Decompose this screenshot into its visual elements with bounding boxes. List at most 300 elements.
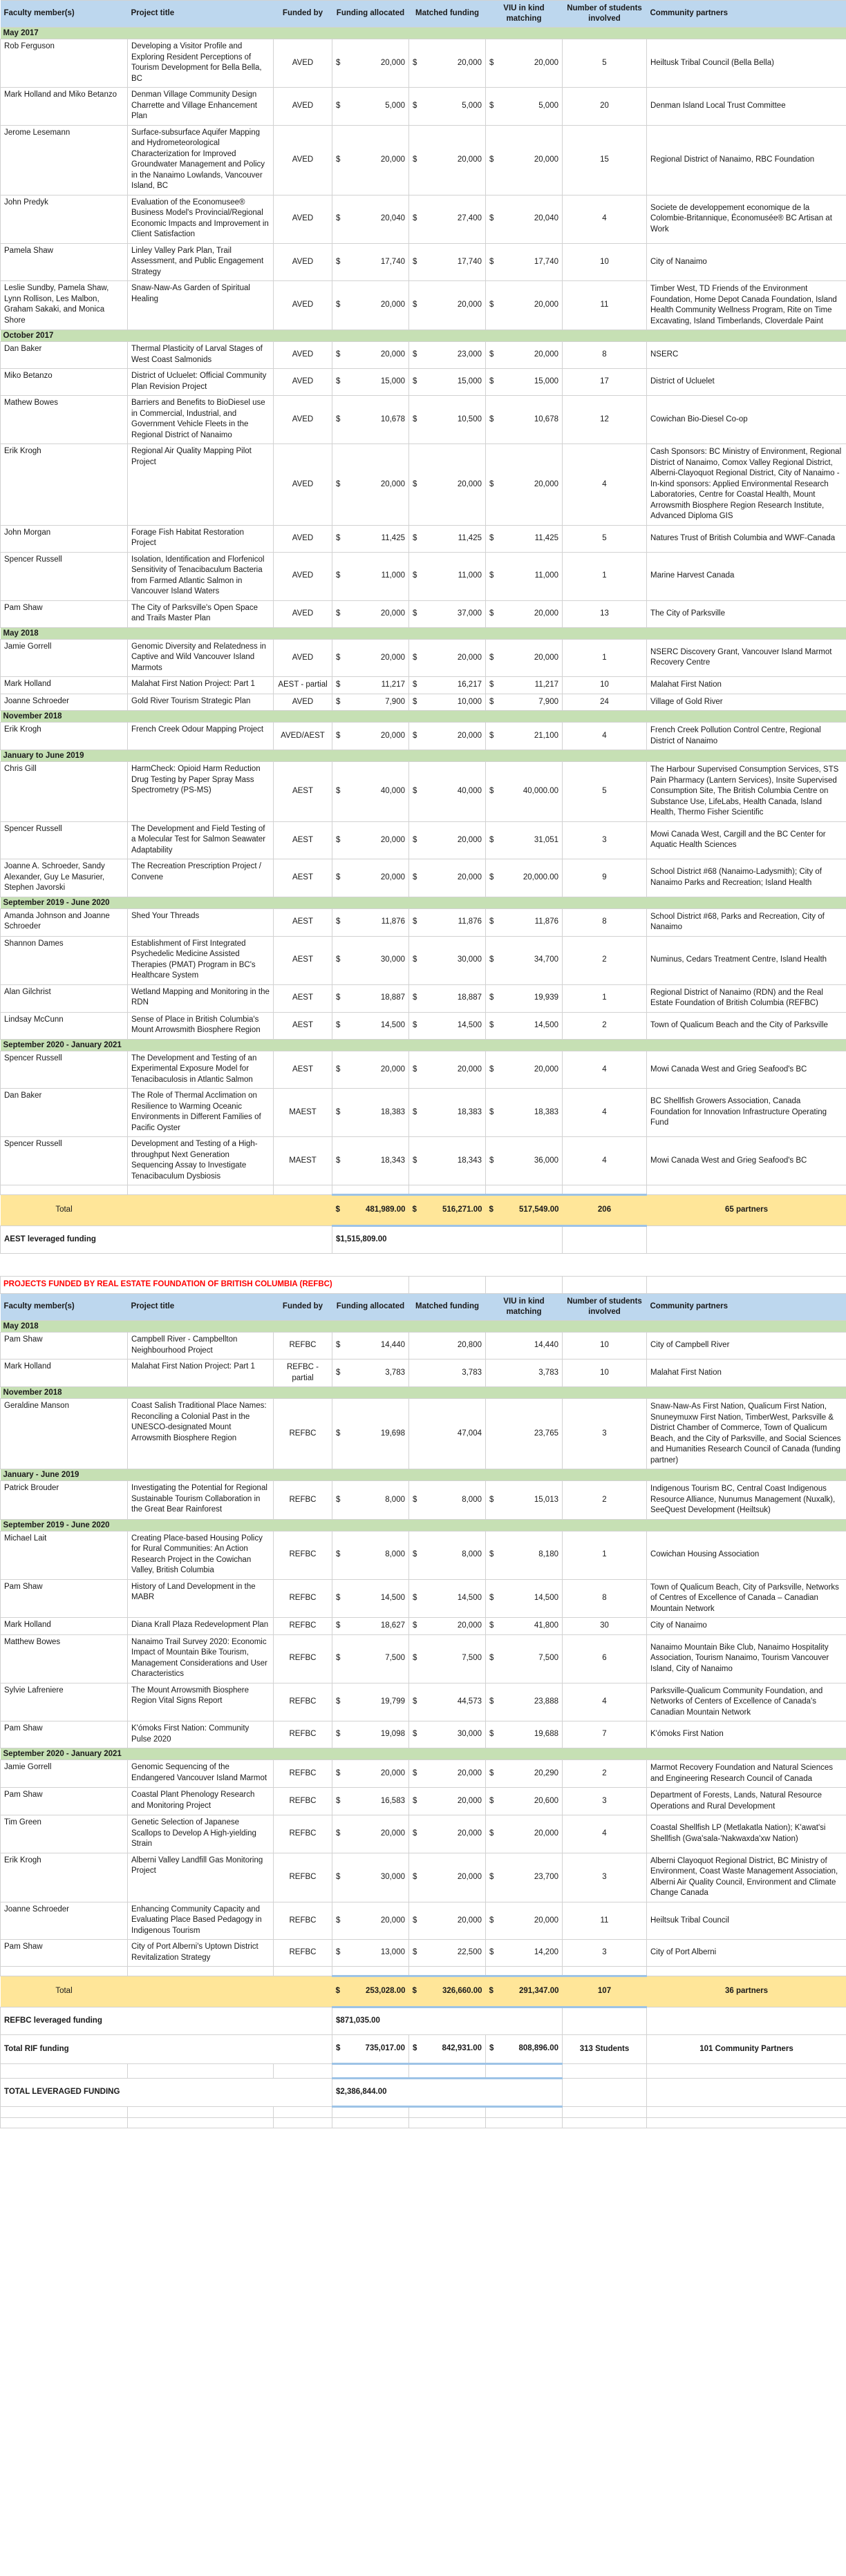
cell-students: 5 [563, 762, 647, 822]
cell-matched-funding [409, 1683, 486, 1721]
date-group-label: January - June 2019 [1, 1469, 846, 1481]
cell-matched-funding-value: 20,000 [457, 1872, 482, 1881]
cell-faculty: Pam Shaw [1, 1333, 128, 1359]
cell-project-title: French Creek Odour Mapping Project [128, 723, 274, 750]
date-group-row [1, 1387, 846, 1399]
trailing-empty-row-cell [486, 2118, 563, 2128]
cell-funding-allocated [332, 1137, 409, 1185]
dollar-sign: $ [336, 955, 341, 964]
cell-funding-allocated [332, 600, 409, 627]
cell-faculty: Amanda Johnson and Joanne Schroeder [1, 908, 128, 936]
total-funding-allocated-value: 253,028.00 [365, 1987, 406, 1996]
cell-viu-in-kind-value: 10,678 [534, 414, 558, 423]
cell-community-partners: Parksville-Qualicum Community Foundation, and Networks of Centers of Excellence of Canada's Canadian Mountain Network [647, 1683, 846, 1721]
cell-funding-allocated [332, 821, 409, 859]
project-row [1, 1760, 846, 1788]
cell-viu-in-kind-value: 20,000 [534, 300, 558, 309]
cell-funding-allocated [332, 694, 409, 711]
project-row [1, 1853, 846, 1902]
project-row [1, 342, 846, 369]
cell-community-partners: Mowi Canada West and Grieg Seafood's BC [647, 1051, 846, 1089]
cell-project-title: Coast Salish Traditional Place Names: Reconciling a Colonial Past in the UNESCO-designated Mount Arrowsmith Biosphere Region [128, 1399, 274, 1469]
cell-faculty: Tim Green [1, 1815, 128, 1853]
cell-viu-in-kind-value: 11,000 [534, 571, 558, 580]
cell-funding-allocated [332, 1760, 409, 1788]
cell-funding-allocated-value: 11,425 [381, 533, 405, 542]
cell-funding-allocated [332, 639, 409, 677]
cell-faculty: Pam Shaw [1, 1721, 128, 1748]
dollar-sign: $ [413, 835, 417, 844]
cell-matched-funding-value: 11,000 [458, 571, 482, 580]
cell-matched-funding [409, 39, 486, 88]
cell-funded-by: AVED [274, 195, 332, 243]
cell-matched-funding [409, 936, 486, 984]
cell-funding-allocated-value: 20,000 [380, 155, 405, 164]
total-leveraged-empty [647, 2079, 846, 2107]
project-row [1, 1618, 846, 1635]
cell-project-title: Campbell River - Campbellton Neighbourhood Project [128, 1333, 274, 1359]
dollar-sign: $ [413, 1796, 417, 1805]
cell-faculty: Geraldine Manson [1, 1399, 128, 1469]
cell-faculty: Mark Holland and Miko Betanzo [1, 88, 128, 126]
dollar-sign: $ [336, 2044, 341, 2053]
cell-students: 1 [563, 984, 647, 1012]
cell-viu-in-kind [486, 1634, 563, 1683]
dollar-sign: $ [336, 58, 341, 67]
refbc-leveraged-funding-row-value: $871,035.00 [332, 2007, 563, 2035]
cell-matched-funding [409, 984, 486, 1012]
cell-faculty: Mark Holland [1, 1359, 128, 1387]
cell-project-title: Barriers and Benefits to BioDiesel use in Commercial, Industrial, and Government Vehicle Fleets in the Regional District of Nanaimo [128, 396, 274, 444]
cell-matched-funding [409, 1137, 486, 1185]
cell-project-title: Isolation, Identification and Florfenicol Sensitivity of Tenacibaculum Bacteria from Farmed Atlantic Salmon in Vancouver Island Waters [128, 552, 274, 600]
cell-project-title: City of Port Alberni's Uptown District Revitalization Strategy [128, 1940, 274, 1967]
project-row [1, 88, 846, 126]
cell-students: 9 [563, 859, 647, 897]
total-leveraged-label: TOTAL LEVERAGED FUNDING [1, 2079, 332, 2107]
cell-students: 10 [563, 243, 647, 281]
refbc-section-title-row [1, 1277, 846, 1294]
sectitle-empty [486, 1277, 563, 1294]
cell-community-partners: Alberni Clayoquot Regional District, BC Ministry of Environment, Coast Waste Management Association, Alberni Air Quality Council, Environment and Climate Change Canada [647, 1853, 846, 1902]
cell-funding-allocated-value: 20,000 [380, 1916, 405, 1925]
cell-funding-allocated-value: 15,000 [380, 377, 405, 386]
cell-funded-by: AVED [274, 552, 332, 600]
cell-faculty: Mark Holland [1, 1618, 128, 1635]
cell-viu-in-kind [486, 281, 563, 330]
cell-viu-in-kind [486, 1012, 563, 1039]
dollar-sign: $ [413, 533, 417, 542]
trailing-empty-row-cell [128, 2118, 274, 2128]
cell-students: 4 [563, 444, 647, 526]
total-viu-in-kind-value: 517,549.00 [518, 1205, 559, 1214]
aest-leveraged-funding-row-empty [563, 1226, 647, 1254]
dollar-sign: $ [336, 414, 341, 423]
cell-matched-funding [409, 1634, 486, 1683]
cell-matched-funding-value: 20,000 [457, 873, 482, 881]
project-row [1, 1579, 846, 1618]
cell-matched-funding [409, 525, 486, 552]
cell-matched-funding [409, 1012, 486, 1039]
dollar-sign: $ [413, 257, 417, 266]
trailing-empty-row-cell [647, 2107, 846, 2118]
spacer-row-cell [1, 1967, 128, 1976]
cell-students: 10 [563, 1359, 647, 1387]
cell-students: 1 [563, 552, 647, 600]
project-row [1, 39, 846, 88]
dollar-sign: $ [489, 1621, 494, 1630]
cell-community-partners: Malahat First Nation [647, 1359, 846, 1387]
cell-funded-by: AVED [274, 396, 332, 444]
cell-funding-allocated [332, 1531, 409, 1579]
cell-students: 3 [563, 1940, 647, 1967]
cell-project-title: K'ómoks First Nation: Community Pulse 2020 [128, 1721, 274, 1748]
total-funding-allocated-value: 481,989.00 [365, 1205, 406, 1214]
cell-matched-funding [409, 369, 486, 396]
rif-partners: 101 Community Partners [647, 2035, 846, 2064]
dollar-sign: $ [413, 102, 417, 110]
dollar-sign: $ [413, 917, 417, 926]
cell-viu-in-kind-value: 20,000 [534, 350, 558, 359]
dollar-sign: $ [336, 1368, 341, 1377]
cell-community-partners: Nanaimo Mountain Bike Club, Nanaimo Hospitality Association, Tourism Nanaimo, Tourism Vancouver Island, City of Nanaimo [647, 1634, 846, 1683]
cell-funded-by: AVED [274, 243, 332, 281]
cell-matched-funding: 47,004 [409, 1399, 486, 1469]
dollar-sign: $ [413, 155, 417, 164]
project-row [1, 1137, 846, 1185]
blank-row-cell [409, 2064, 486, 2079]
date-group-row [1, 28, 846, 39]
cell-students: 1 [563, 639, 647, 677]
cell-funding-allocated [332, 1902, 409, 1940]
cell-funding-allocated [332, 1940, 409, 1967]
cell-funding-allocated-value: 20,000 [380, 479, 405, 488]
cell-project-title: Genetic Selection of Japanese Scallops to Develop A High-yielding Strain [128, 1815, 274, 1853]
cell-funding-allocated-value: 14,440 [380, 1341, 405, 1350]
cell-community-partners: School District #68, Parks and Recreation, City of Nanaimo [647, 908, 846, 936]
cell-matched-funding [409, 281, 486, 330]
cell-viu-in-kind [486, 1089, 563, 1137]
cell-viu-in-kind-value: 15,013 [534, 1495, 558, 1504]
blank-row-cell [647, 2064, 846, 2079]
cell-students: 1 [563, 1531, 647, 1579]
cell-faculty: Mark Holland [1, 677, 128, 694]
blank-row-cell [128, 2064, 274, 2079]
cell-viu-in-kind [486, 694, 563, 711]
cell-funding-allocated [332, 243, 409, 281]
dollar-sign: $ [489, 533, 494, 542]
cell-funding-allocated [332, 1481, 409, 1520]
dollar-sign: $ [489, 58, 494, 67]
cell-viu-in-kind [486, 821, 563, 859]
cell-viu-in-kind [486, 369, 563, 396]
cell-matched-funding [409, 396, 486, 444]
cell-viu-in-kind-value: 14,200 [534, 1948, 558, 1957]
total-funding-allocated [332, 1976, 409, 2007]
cell-funding-allocated [332, 1399, 409, 1469]
spacer-row-cell [274, 1967, 332, 1976]
rif-label: Total RIF funding [1, 2035, 332, 2064]
cell-funded-by: REFBC - partial [274, 1359, 332, 1387]
cell-students: 8 [563, 908, 647, 936]
dollar-sign: $ [336, 1796, 341, 1805]
cell-funding-allocated-value: 20,000 [380, 873, 405, 881]
cell-community-partners: Heiltsuk Tribal Council [647, 1902, 846, 1940]
cell-funding-allocated-value: 3,783 [385, 1368, 405, 1377]
cell-funding-allocated-value: 18,343 [380, 1156, 405, 1165]
cell-matched-funding [409, 723, 486, 750]
project-row [1, 694, 846, 711]
cell-funding-allocated [332, 552, 409, 600]
cell-viu-in-kind-value: 19,688 [534, 1730, 558, 1739]
sectitle-empty [563, 1277, 647, 1294]
total-empty [274, 1976, 332, 2007]
cell-funding-allocated [332, 1089, 409, 1137]
cell-funded-by: AVED/AEST [274, 723, 332, 750]
col-header-viu-in-kind: VIU in kind matching [486, 1294, 563, 1321]
cell-matched-funding-value: 18,383 [457, 1107, 482, 1116]
cell-faculty: Mathew Bowes [1, 396, 128, 444]
cell-faculty: Spencer Russell [1, 1137, 128, 1185]
col-header-matched-funding: Matched funding [409, 1294, 486, 1321]
project-row [1, 723, 846, 750]
dollar-sign: $ [489, 653, 494, 662]
cell-viu-in-kind-value: 11,217 [534, 680, 558, 689]
dollar-sign: $ [413, 377, 417, 386]
dollar-sign: $ [489, 1948, 494, 1957]
project-row [1, 1531, 846, 1579]
cell-students: 5 [563, 39, 647, 88]
trailing-empty-row [1, 2107, 846, 2118]
cell-viu-in-kind [486, 723, 563, 750]
cell-viu-in-kind [486, 125, 563, 195]
cell-funding-allocated [332, 1012, 409, 1039]
cell-students: 11 [563, 1902, 647, 1940]
cell-students: 4 [563, 723, 647, 750]
cell-viu-in-kind-value: 5,000 [538, 102, 558, 110]
cell-project-title: Enhancing Community Capacity and Evaluating Place Based Pedagogy in Indigenous Tourism [128, 1902, 274, 1940]
cell-funding-allocated-value: 20,000 [380, 300, 405, 309]
cell-matched-funding-value: 20,000 [457, 58, 482, 67]
cell-funding-allocated-value: 5,000 [385, 102, 405, 110]
total-viu-in-kind [486, 1195, 563, 1226]
cell-community-partners: Cowichan Housing Association [647, 1531, 846, 1579]
cell-matched-funding [409, 821, 486, 859]
project-row [1, 1721, 846, 1748]
cell-viu-in-kind [486, 1902, 563, 1940]
cell-funded-by: MAEST [274, 1089, 332, 1137]
dollar-sign: $ [489, 1495, 494, 1504]
dollar-sign: $ [336, 653, 341, 662]
spacer-row-cell [647, 1185, 846, 1195]
dollar-sign: $ [489, 1730, 494, 1739]
dollar-sign: $ [336, 1341, 341, 1350]
aest-leveraged-funding-row-label: AEST leveraged funding [1, 1226, 332, 1254]
cell-students: 24 [563, 694, 647, 711]
dollar-sign: $ [413, 993, 417, 1002]
cell-funded-by: AVED [274, 39, 332, 88]
cell-matched-funding-value: 27,400 [457, 214, 482, 223]
total-students: 206 [563, 1195, 647, 1226]
project-row [1, 369, 846, 396]
cell-viu-in-kind-value: 20,600 [534, 1796, 558, 1805]
cell-students: 2 [563, 936, 647, 984]
cell-matched-funding-value: 20,000 [457, 1829, 482, 1838]
total-matched-funding [409, 1195, 486, 1226]
cell-matched-funding [409, 195, 486, 243]
cell-faculty: Leslie Sundby, Pamela Shaw, Lynn Rollison, Les Malbon, Graham Sakaki, and Monica Shore [1, 281, 128, 330]
dollar-sign: $ [336, 1550, 341, 1559]
cell-faculty: Patrick Brouder [1, 1481, 128, 1520]
dollar-sign: $ [412, 1205, 417, 1214]
cell-viu-in-kind-value: 7,500 [538, 1654, 558, 1663]
dollar-sign: $ [489, 350, 494, 359]
spacer-row-cell [486, 1967, 563, 1976]
cell-project-title: Establishment of First Integrated Psychedelic Medicine Assisted Therapies (PMAT) Program in BC's Healthcare System [128, 936, 274, 984]
cell-community-partners: Snaw-Naw-As First Nation, Qualicum First Nation, Snuneymuxw First Nation, TimberWest, Parksville & District Chamber of Commerce, Town of Qualicum Beach, and the City of Parksville, and Social Sciences and Humanities Research Council of Canada (funding partner) [647, 1399, 846, 1469]
refbc-leveraged-funding-row-empty [563, 2007, 647, 2035]
cell-matched-funding [409, 243, 486, 281]
cell-students: 4 [563, 1683, 647, 1721]
dollar-sign: $ [489, 1107, 494, 1116]
cell-project-title: Shed Your Threads [128, 908, 274, 936]
cell-matched-funding [409, 908, 486, 936]
trailing-empty-row-cell [409, 2118, 486, 2128]
col-header-students: Number of students involved [563, 1294, 647, 1321]
cell-matched-funding-value: 37,000 [457, 609, 482, 618]
col-header-community-partners: Community partners [647, 1294, 846, 1321]
cell-funding-allocated [332, 281, 409, 330]
cell-faculty: Erik Krogh [1, 1853, 128, 1902]
cell-funding-allocated [332, 195, 409, 243]
total-label: Total [1, 1976, 128, 2007]
cell-funding-allocated-value: 19,799 [380, 1697, 405, 1706]
dollar-sign: $ [489, 1987, 494, 1996]
cell-funded-by: AEST [274, 908, 332, 936]
project-row [1, 1815, 846, 1853]
cell-students: 6 [563, 1634, 647, 1683]
sectitle-empty [409, 1277, 486, 1294]
cell-community-partners: Cash Sponsors: BC Ministry of Environment, Regional District of Nanaimo, Comox Valley Regional District, Alberni-Clayoquot Regional District, City of Nanaimo - In-kind sponsors: Applied Environmental Research Laboratories, Centre for Coastal Health, Mount Arrowsmith Biosphere Region Research Institute, Advanced Diploma GIS [647, 444, 846, 526]
cell-community-partners: Village of Gold River [647, 694, 846, 711]
cell-community-partners: Mowi Canada West, Cargill and the BC Center for Aquatic Health Sciences [647, 821, 846, 859]
cell-matched-funding-value: 20,000 [457, 1796, 482, 1805]
dollar-sign: $ [336, 1768, 341, 1777]
cell-funding-allocated-value: 20,000 [380, 835, 405, 844]
cell-viu-in-kind-value: 20,000 [534, 609, 558, 618]
cell-funded-by: AVED [274, 125, 332, 195]
cell-funding-allocated [332, 1634, 409, 1683]
cell-community-partners: Mowi Canada West and Grieg Seafood's BC [647, 1137, 846, 1185]
total-empty [274, 1195, 332, 1226]
dollar-sign: $ [413, 1550, 417, 1559]
cell-community-partners: School District #68 (Nanaimo-Ladysmith); City of Nanaimo Parks and Recreation; Island Health [647, 859, 846, 897]
cell-funding-allocated [332, 936, 409, 984]
dollar-sign: $ [336, 1697, 341, 1706]
cell-viu-in-kind [486, 444, 563, 526]
dollar-sign: $ [413, 1697, 417, 1706]
cell-funding-allocated [332, 342, 409, 369]
rif-viu-in-kind-value: 808,896.00 [518, 2044, 558, 2053]
cell-project-title: Denman Village Community Design Charrette and Village Enhancement Plan [128, 88, 274, 126]
total-students: 107 [563, 1976, 647, 2007]
cell-community-partners: Department of Forests, Lands, Natural Resource Operations and Rural Development [647, 1788, 846, 1815]
sectitle-empty [647, 1277, 846, 1294]
dollar-sign: $ [413, 1916, 417, 1925]
cell-matched-funding-value: 20,000 [457, 1916, 482, 1925]
cell-funded-by: REFBC [274, 1399, 332, 1469]
dollar-sign: $ [336, 1107, 341, 1116]
cell-matched-funding-value: 20,000 [457, 1621, 482, 1630]
cell-funded-by: REFBC [274, 1902, 332, 1940]
dollar-sign: $ [336, 1829, 341, 1838]
trailing-empty-row-cell [274, 2107, 332, 2118]
cell-viu-in-kind [486, 243, 563, 281]
cell-students: 17 [563, 369, 647, 396]
cell-viu-in-kind-value: 15,000 [534, 377, 558, 386]
spacer-row-cell [128, 1967, 274, 1976]
cell-matched-funding [409, 552, 486, 600]
cell-funded-by: AEST [274, 1051, 332, 1089]
project-row [1, 525, 846, 552]
trailing-empty-row-cell [486, 2107, 563, 2118]
project-row [1, 444, 846, 526]
cell-viu-in-kind [486, 936, 563, 984]
cell-funding-allocated [332, 1853, 409, 1902]
cell-viu-in-kind-value: 8,180 [538, 1550, 558, 1559]
project-row [1, 1399, 846, 1469]
rif-funding-allocated [332, 2035, 409, 2064]
cell-funded-by: AEST [274, 821, 332, 859]
cell-funded-by: AVED [274, 88, 332, 126]
dollar-sign: $ [489, 1594, 494, 1602]
col-header-project-title: Project title [128, 1, 274, 28]
cell-faculty: Pam Shaw [1, 1940, 128, 1967]
trailing-empty-row-cell [1, 2107, 128, 2118]
section-gap [1, 1254, 846, 1277]
cell-matched-funding-value: 30,000 [457, 955, 482, 964]
cell-project-title: Gold River Tourism Strategic Plan [128, 694, 274, 711]
cell-viu-in-kind-value: 41,800 [534, 1621, 558, 1630]
trailing-empty-row-cell [128, 2107, 274, 2118]
dollar-sign: $ [489, 1916, 494, 1925]
cell-matched-funding-value: 10,500 [457, 414, 482, 423]
dollar-sign: $ [336, 680, 341, 689]
spacer-row [1, 1185, 846, 1195]
project-row [1, 1902, 846, 1940]
cell-matched-funding [409, 600, 486, 627]
total-matched-funding-value: 326,660.00 [442, 1987, 482, 1996]
cell-matched-funding-value: 8,000 [462, 1495, 482, 1504]
dollar-sign: $ [336, 1020, 341, 1029]
cell-faculty: Pam Shaw [1, 1788, 128, 1815]
dollar-sign: $ [489, 1065, 494, 1074]
cell-students: 5 [563, 525, 647, 552]
date-group-row [1, 1469, 846, 1481]
cell-faculty: Spencer Russell [1, 552, 128, 600]
cell-community-partners: Marine Harvest Canada [647, 552, 846, 600]
date-group-label: January to June 2019 [1, 750, 846, 762]
cell-faculty: Miko Betanzo [1, 369, 128, 396]
cell-viu-in-kind [486, 859, 563, 897]
cell-community-partners: City of Nanaimo [647, 1618, 846, 1635]
cell-project-title: Wetland Mapping and Monitoring in the RDN [128, 984, 274, 1012]
cell-community-partners: City of Port Alberni [647, 1940, 846, 1967]
cell-viu-in-kind-value: 20,040 [534, 214, 558, 223]
cell-funded-by: AEST - partial [274, 677, 332, 694]
cell-project-title: Diana Krall Plaza Redevelopment Plan [128, 1618, 274, 1635]
col-header-funded-by: Funded by [274, 1, 332, 28]
